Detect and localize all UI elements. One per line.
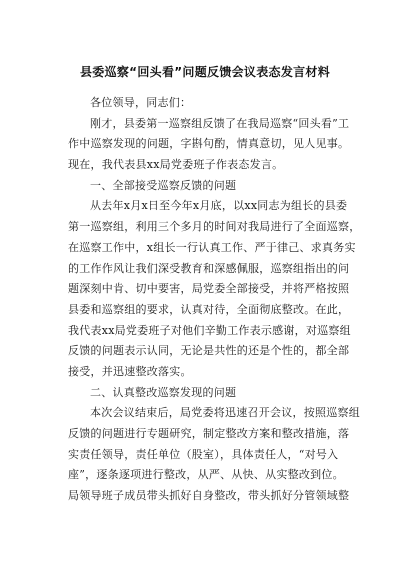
document-line: 局领导班子成员带头抓好自身整改，带头抓好分管领域整: [68, 489, 350, 503]
document-line: 我代表xx局党委班子对他们辛勤工作表示感谢，对巡察组: [68, 323, 351, 337]
document-line: 作中巡察发现的问题，字斟句酌，情真意切，见人见事。: [68, 137, 350, 151]
document-line: 在巡察工作中，x组长一行认真工作、严于律己、求真务实: [68, 240, 356, 254]
document-line: 反馈的问题进行专题研究，制定整改方案和整改措施，落: [68, 427, 350, 440]
document-line: 题深刻中肯、切中要害，局党委全部接受，并将严格按照: [68, 282, 350, 296]
document-title: 县委巡察“回头看”问题反馈会议表态发言材料: [79, 65, 331, 79]
document-line: 从去年x月x日至今年x月底，以xx同志为组长的县委: [90, 199, 348, 213]
document-line: 实责任领导，责任单位（股室），具体责任人，“对号入: [68, 447, 339, 461]
document-line: 一、全部接受巡察反馈的问题: [90, 178, 237, 192]
document-body: [68, 93, 361, 507]
document-line: 座”，逐条逐项进行整改，从严、从快、从实整改到位。: [68, 468, 344, 482]
document-line: 本次会议结束后，局党委将迅速召开会议，按照巡察组: [90, 406, 360, 420]
document-line: 第一巡察组，利用三个多月的时间对我局进行了全面巡察，: [68, 220, 361, 234]
document-line: 县委和巡察组的要求，认真对待，全面彻底整改。在此，: [68, 302, 350, 316]
document-line: 各位领导，同志们：: [90, 96, 192, 109]
document-line: 刚才，县委第一巡察组反馈了在我局巡察“回头看”工: [90, 116, 350, 130]
document-line: 的工作作风让我们深受教育和深感佩服，巡察组指出的问: [68, 261, 350, 275]
document-line: 接受，并迅速整改落实。: [68, 364, 192, 378]
document-line: 二、认真整改巡察发现的问题: [90, 385, 237, 399]
document-line: 反馈的问题表示认同，无论是共性的还是个性的，都全部: [68, 344, 350, 358]
document-line: 现在，我代表县xx局党委班子作表态发言。: [68, 158, 284, 172]
